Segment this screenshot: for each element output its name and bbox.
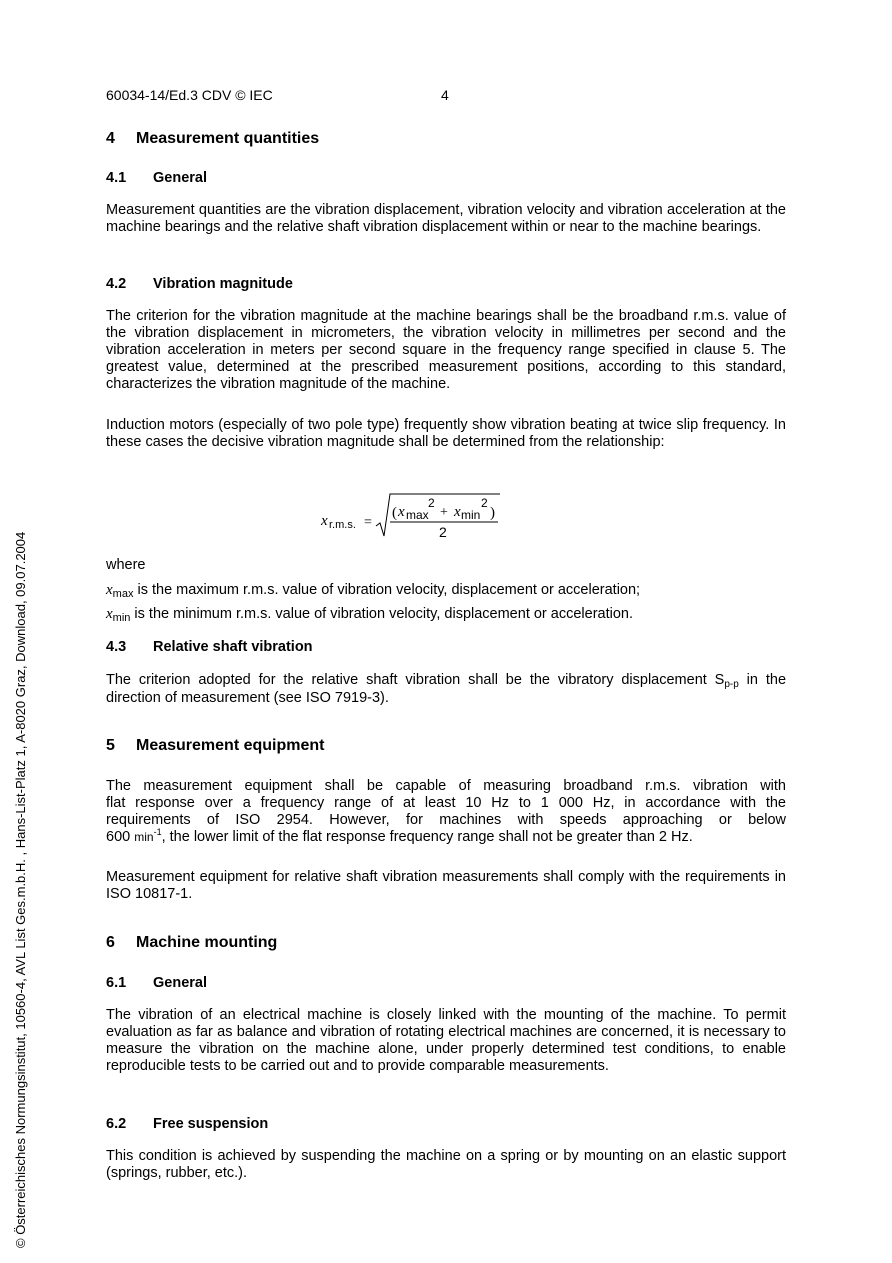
- copyright-stamp: © Österreichisches Normungsinstitut, 10560-4, AVL List Ges.m.b.H. , Hans-List-Platz 1, A-8020 Graz, Download, 09.07.2004: [13, 531, 28, 1248]
- section-6-heading: [106, 933, 277, 952]
- formula-max-sub: max: [406, 508, 429, 522]
- section-number: 4: [106, 130, 115, 147]
- formula-graphic: [318, 490, 518, 546]
- paragraph-line: [106, 829, 786, 847]
- section-title: Vibration magnitude: [153, 276, 293, 292]
- section-5-paragraph-2: Measurement equipment for relative shaft vibration measurements shall comply with the requirements in ISO 10817-1.: [106, 869, 786, 902]
- formula-max-exponent: 2: [428, 496, 435, 510]
- where-label: where: [106, 557, 146, 573]
- formula-close-paren: ): [490, 505, 495, 521]
- definition-text: is the minimum r.m.s. value of vibration velocity, displacement or acceleration.: [130, 606, 634, 622]
- document-id: 60034-14/Ed.3 CDV © IEC: [106, 87, 273, 103]
- section-title: Measurement equipment: [136, 737, 325, 754]
- formula-min-sub: min: [461, 508, 481, 522]
- formula-xmax-var: x: [398, 504, 405, 520]
- definition-xmax: [106, 582, 640, 600]
- section-4-heading: [106, 129, 319, 148]
- formula-plus: +: [440, 505, 448, 520]
- section-4-3-paragraph: [106, 672, 786, 707]
- section-6-1-paragraph: The vibration of an electrical machine is closely linked with the mounting of the machine. To permit evaluation as far as balance and vibration of rotating electrical machines are concerned, it is necessary to measure the vibration on the machine alone, under properly determined test conditions, to enable reproducible tests to be carried out and to provide comparable measurements.: [106, 1007, 786, 1074]
- section-number: 4.1: [106, 170, 127, 186]
- definition-xmin: [106, 606, 633, 624]
- formula-xmin-var: x: [454, 504, 461, 520]
- text-part: 600: [106, 829, 135, 845]
- text-part: , the lower limit of the flat response frequency range shall not be greater than 2 Hz.: [161, 829, 693, 845]
- formula-open-paren: (: [392, 505, 397, 521]
- section-number: 6.1: [106, 975, 127, 991]
- section-number: 5: [106, 737, 115, 754]
- formula-denominator: 2: [439, 524, 447, 540]
- section-4-2-heading: [106, 276, 293, 293]
- formula-lhs-sub: r.m.s.: [329, 519, 356, 531]
- section-4-2-paragraph-1: The criterion for the vibration magnitude at the machine bearings shall be the broadband r.m.s. value of the vibration displacement in micrometers, the vibration velocity in millimetres per second and the vibration acceleration in meters per second square in the frequency range specified in clause 5. The greatest value, determined at the prescribed measurement positions, according to this standard, characterizes the vibration magnitude of the machine.: [106, 308, 786, 392]
- page-number: 4: [441, 87, 449, 103]
- section-number: 6: [106, 934, 115, 951]
- unit-exponent: -1: [153, 827, 162, 837]
- section-title: Free suspension: [153, 1116, 269, 1132]
- section-5-heading: [106, 736, 324, 755]
- section-6-1-heading: [106, 975, 207, 992]
- section-title: Measurement quantities: [136, 130, 320, 147]
- section-4-1-paragraph: Measurement quantities are the vibration displacement, vibration velocity and vibration acceleration at the machine bearings and the relative shaft vibration displacement within or near to the machine bearings.: [106, 202, 786, 235]
- section-number: 6.2: [106, 1116, 127, 1132]
- section-5-paragraph-1: [106, 778, 786, 847]
- definition-text: is the maximum r.m.s. value of vibration velocity, displacement or acceleration;: [133, 582, 641, 598]
- section-6-2-heading: [106, 1116, 268, 1133]
- section-4-3-heading: [106, 639, 313, 656]
- section-4-1-heading: [106, 170, 207, 187]
- section-4-2-paragraph-2: Induction motors (especially of two pole type) frequently show vibration beating at twice slip frequency. In these cases the decisive vibration magnitude shall be determined from the relationship:: [106, 417, 786, 450]
- sub-max: max: [112, 588, 134, 600]
- formula-min-exponent: 2: [481, 496, 488, 510]
- paragraph-line: flat response over a frequency range of at least 10 Hz to 1 000 Hz, in accordance with the: [106, 795, 786, 811]
- paragraph-line: requirements of ISO 2954. However, for machines with speeds approaching or below: [106, 812, 786, 828]
- unit-min: min: [134, 830, 154, 844]
- rms-formula: [318, 490, 518, 546]
- section-title: Machine mounting: [136, 934, 278, 951]
- text-part: in the direction of measurement (see ISO 7919-3).: [106, 672, 787, 706]
- formula-lhs-var: x: [321, 513, 328, 529]
- var-x: x: [106, 582, 113, 598]
- section-title: Relative shaft vibration: [153, 639, 313, 655]
- var-x: x: [106, 606, 113, 622]
- sub-min: min: [112, 612, 131, 624]
- section-6-2-paragraph: This condition is achieved by suspending the machine on a spring or by mounting on an elastic support (springs, rubber, etc.).: [106, 1148, 786, 1181]
- formula-equals: =: [364, 515, 372, 530]
- section-number: 4.2: [106, 276, 127, 292]
- text-part: The criterion adopted for the relative shaft vibration shall be the vibratory displacement S: [106, 672, 725, 688]
- section-number: 4.3: [106, 639, 127, 655]
- section-title: General: [153, 975, 207, 991]
- paragraph-line: The measurement equipment shall be capable of measuring broadband r.m.s. vibration with: [106, 778, 786, 794]
- section-title: General: [153, 170, 207, 186]
- sub-pp: p-p: [724, 679, 739, 690]
